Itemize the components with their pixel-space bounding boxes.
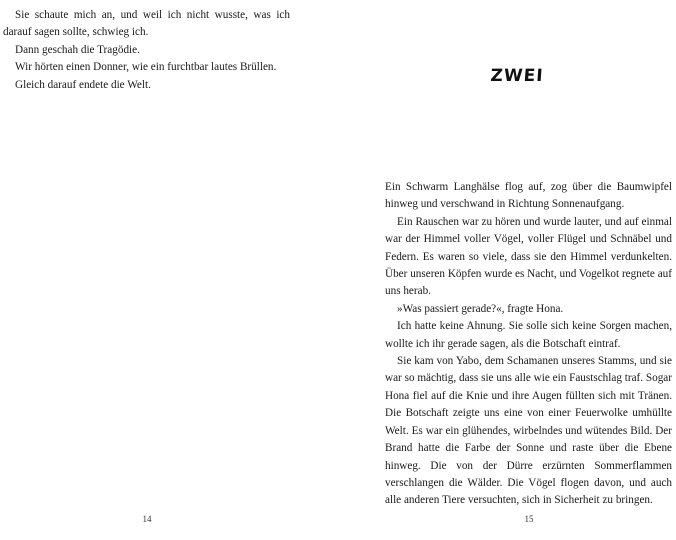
right-page-text	[385, 179, 672, 510]
page-number: 14	[142, 514, 152, 524]
paragraph: Wir hörten einen Donner, wie ein furchtbar lautes Brüllen.	[15, 61, 277, 74]
page-number: 15	[524, 514, 534, 524]
right-page	[338, 0, 676, 540]
paragraph: Ein Rauschen war zu hören und wurde lauter, und auf einmal war der Himmel voller Vögel, voller Flügel und Schnäbel und Federn. Es waren so viele, dass sie den Himmel verdunkelten. Über unseren Köpfen wurde es Nacht, und Vogelkot regnete auf uns herab.	[385, 215, 672, 298]
paragraph: Ein Schwarm Langhälse flog auf, zog über die Baumwipfel hinweg und verschwand in Richtung Sonnenaufgang.	[385, 181, 672, 211]
paragraph: Sie kam von Yabo, dem Schamanen unseres Stamms, und sie war so mächtig, dass sie uns alle wie ein Faustschlag traf. Sogar Hona fiel auf die Knie und ihre Augen füllten sich mit Tränen. Die Botschaft zeigte uns eine von einer Feuerwolke umhüllte Welt. Es war ein glühendes, wirbelndes und wütendes Bild. Der Brand hatte die Farbe der Sonne und raste über die Ebene hinweg. Die von der Dürre erzürnten Sommerflammen verschlangen die Wälder. Die Vögel flogen davon, und auch alle anderen Tiere versuchten, sich in Sicherheit zu bringen.	[385, 355, 672, 507]
paragraph: »Was passiert gerade?«, fragte Hona.	[397, 302, 564, 315]
paragraph: Dann geschah die Tragödie.	[15, 43, 140, 56]
paragraph: Ich hatte keine Ahnung. Sie solle sich keine Sorgen machen, wollte ich ihr gerade sagen, als die Botschaft eintraf.	[385, 320, 672, 350]
paragraph: Sie schaute mich an, und weil ich nicht wusste, was ich darauf sagen sollte, schwieg ich.	[3, 9, 290, 39]
chapter-title: ZWEI	[489, 66, 545, 86]
left-page-text	[3, 7, 290, 94]
paragraph: Gleich darauf endete die Welt.	[15, 78, 151, 91]
